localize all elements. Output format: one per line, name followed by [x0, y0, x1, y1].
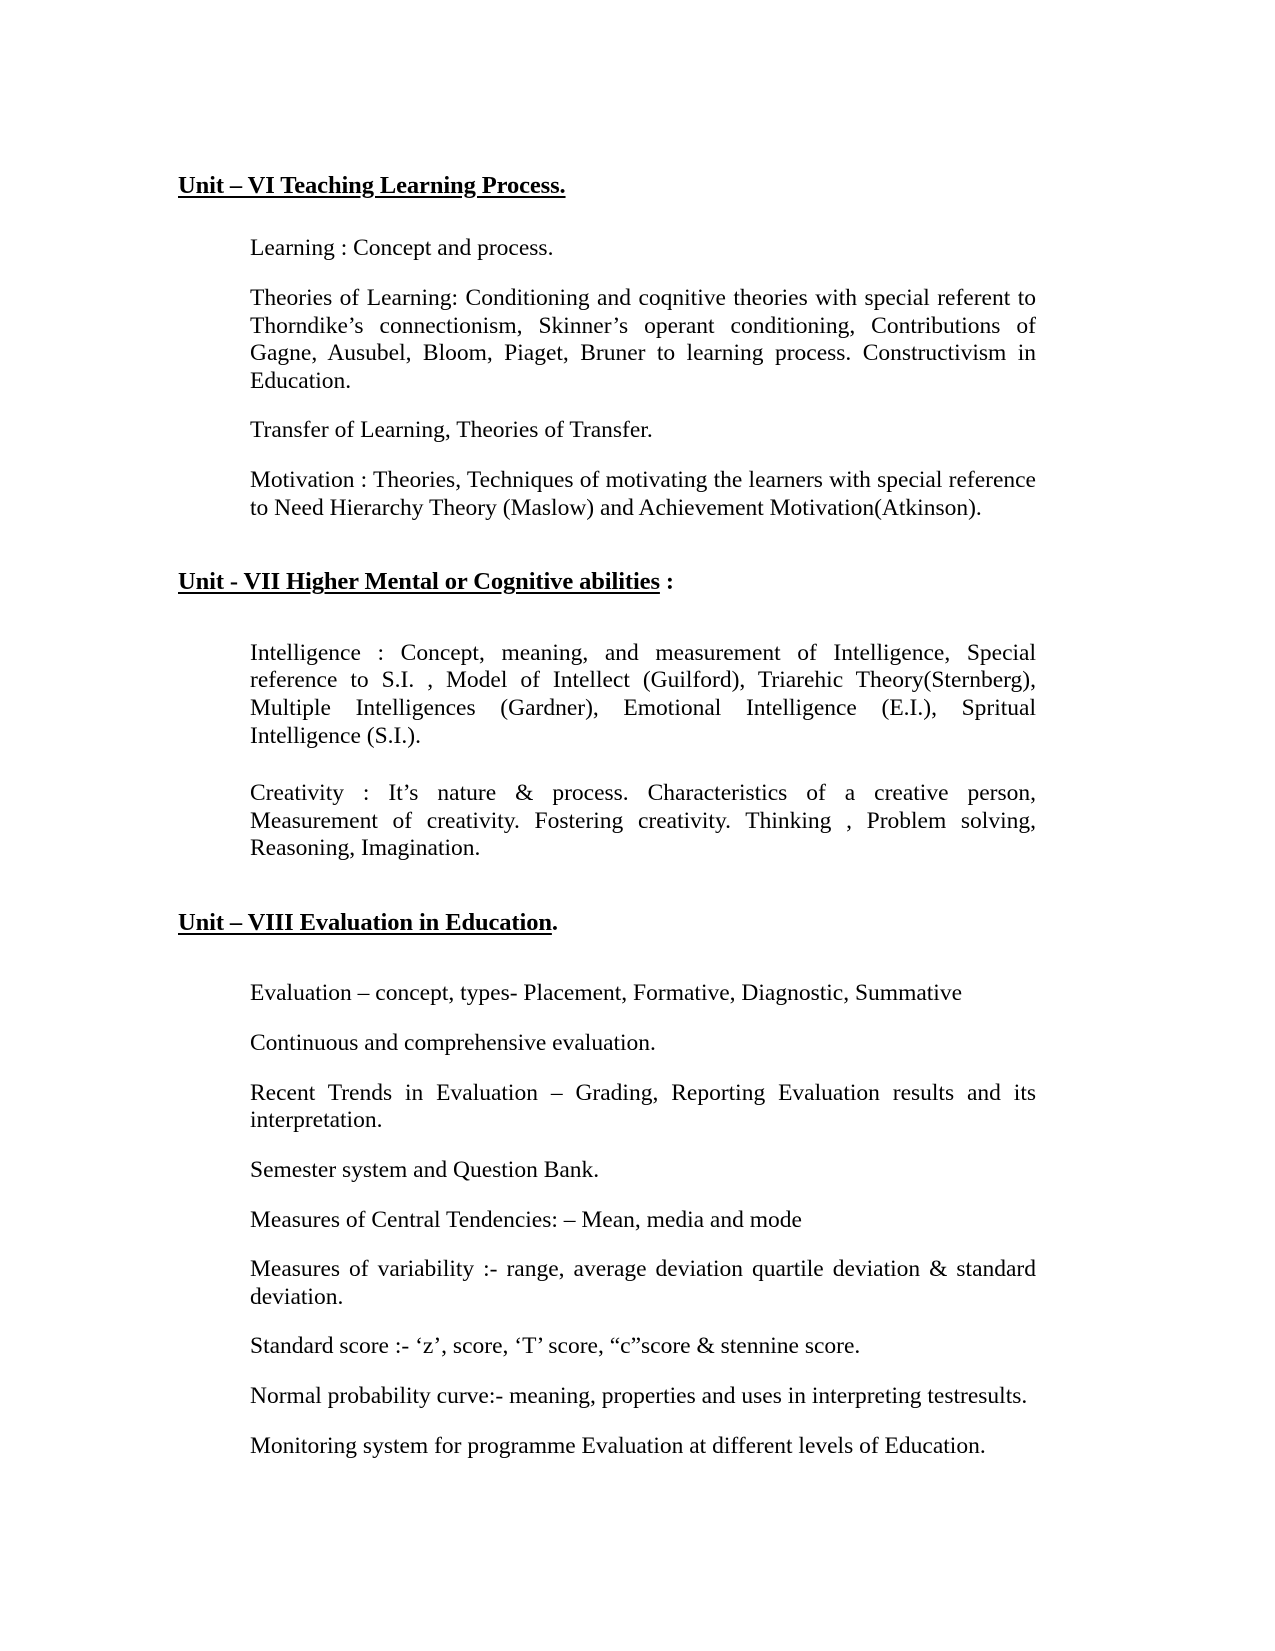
spacer: [178, 863, 1036, 909]
paragraph-standard-score: Standard score :- ‘z’, score, ‘T’ score, “c”score & stennine score.: [250, 1333, 861, 1360]
paragraph-intelligence: Intelligence : Concept, meaning, and measurement of Intelligence, Special reference to S.I. , Model of Intellect (Guilford), Triarehic Theory(Sternberg), Multiple Intelligences (Gardner), Emotional Intelligence (E.I.), Spritual Intelligence (S.I.).: [250, 639, 1036, 749]
paragraph-learning-concept: Learning : Concept and process.: [250, 235, 554, 262]
unit-heading-viii: [178, 909, 1036, 936]
paragraph-evaluation-concept-types: Evaluation – concept, types- Placement, Formative, Diagnostic, Summative: [250, 980, 963, 1007]
unit-vi-body: [250, 205, 1036, 522]
paragraph-recent-trends-in-evaluation: Recent Trends in Evaluation – Grading, Reporting Evaluation results and its interpretation.: [250, 1079, 1036, 1134]
unit-heading-vi: [178, 172, 1036, 199]
document-content: [178, 172, 1036, 1460]
spacer: [250, 1411, 1036, 1433]
paragraph-measures-of-variability: Measures of variability :- range, average deviation quartile deviation & standard deviation.: [250, 1256, 1036, 1310]
paragraph-monitoring-system: Monitoring system for programme Evaluation at different levels of Education.: [250, 1432, 986, 1459]
spacer: [250, 395, 1036, 417]
spacer: [250, 750, 1036, 780]
unit-vii-body: [250, 602, 1036, 863]
spacer: [250, 1361, 1036, 1383]
spacer: [250, 1234, 1036, 1256]
spacer: [250, 263, 1036, 285]
spacer: [250, 1311, 1036, 1333]
paragraph-transfer-of-learning: Transfer of Learning, Theories of Transfer.: [250, 417, 653, 444]
unit-heading-viii-tail: .: [551, 909, 558, 937]
spacer: [250, 1185, 1036, 1207]
spacer: [178, 522, 1036, 568]
paragraph-normal-probability-curve: Normal probability curve:- meaning, properties and uses in interpreting testresults.: [250, 1382, 1028, 1409]
paragraph-continuous-comprehensive-evaluation: Continuous and comprehensive evaluation.: [250, 1030, 656, 1057]
unit-heading-vi-text: Unit – VI Teaching Learning Process.: [178, 172, 566, 199]
paragraph-semester-system-question-bank: Semester system and Question Bank.: [250, 1156, 600, 1183]
spacer: [250, 445, 1036, 467]
spacer: [250, 1135, 1036, 1157]
spacer: [250, 1058, 1036, 1080]
paragraph-motivation: Motivation : Theories, Techniques of motivating the learners with special reference to Need Hierarchy Theory (Maslow) and Achievement Motivation(Atkinson).: [250, 467, 1036, 521]
unit-heading-vii: [178, 568, 1036, 595]
spacer: [250, 1008, 1036, 1030]
spacer: [250, 942, 1036, 980]
paragraph-creativity: Creativity : It’s nature & process. Characteristics of a creative person, Measurement of creativity. Fostering creativity. Thinking , Problem solving, Reasoning, Imagination.: [250, 780, 1036, 862]
unit-heading-vii-text: Unit - VII Higher Mental or Cognitive abilities: [178, 568, 660, 596]
unit-heading-vii-tail: :: [659, 568, 674, 596]
spacer: [250, 205, 1036, 235]
unit-viii-body: [250, 942, 1036, 1460]
paragraph-measures-central-tendencies: Measures of Central Tendencies: – Mean, media and mode: [250, 1206, 802, 1233]
unit-heading-viii-text: Unit – VIII Evaluation in Education: [178, 909, 552, 937]
paragraph-theories-of-learning: Theories of Learning: Conditioning and coqnitive theories with special referent to Thorndike’s connectionism, Skinner’s operant conditioning, Contributions of Gagne, Ausubel, Bloom, Piaget, Bruner to learning process. Constructivism in Education.: [250, 285, 1036, 394]
spacer: [250, 602, 1036, 640]
